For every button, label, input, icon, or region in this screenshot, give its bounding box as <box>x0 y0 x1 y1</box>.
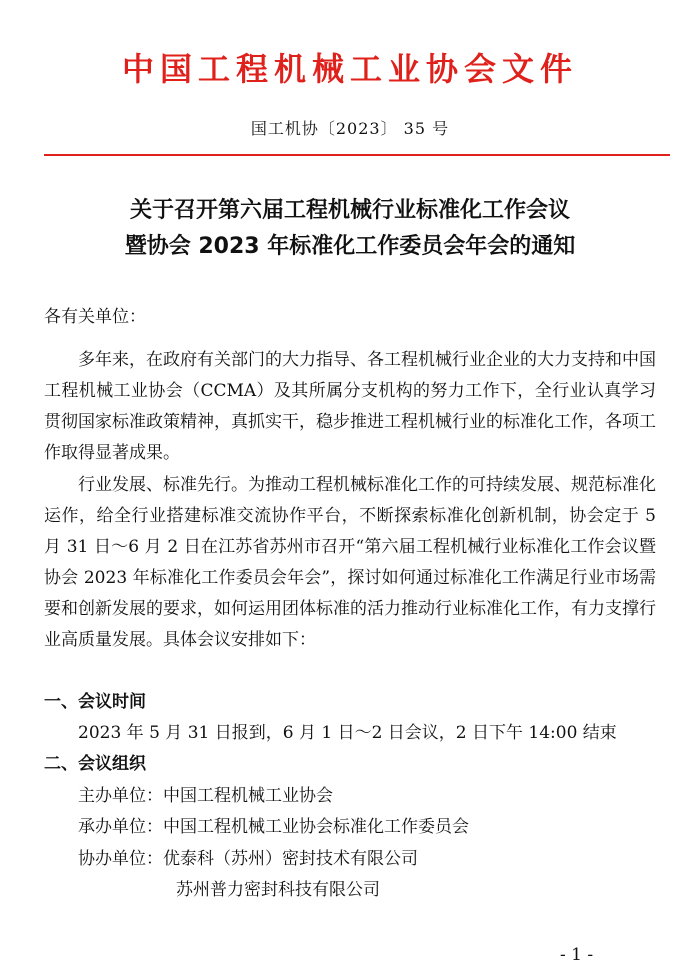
host-label: 主办单位： <box>78 786 163 806</box>
document-number: 国工机协〔2023〕 35 号 <box>250 119 450 138</box>
co-organizer-row <box>78 845 418 873</box>
co-organizer-label: 协办单位： <box>78 849 163 869</box>
organizer-label: 承办单位： <box>78 817 163 837</box>
body-paragraph-1: 多年来，在政府有关部门的大力指导、各工程机械行业企业的大力支持和中国工程机械工业协会（CCMA）及其所属分支机构的努力工作下，全行业认真学习贯彻国家标准政策精神，真抓实干，稳步推进工程机械行业的标准化工作，各项工作取得显著成果。 <box>44 350 656 463</box>
notice-title-line-2: 暨协会 2023 年标准化工作委员会年会的通知 <box>124 234 576 259</box>
organizer-value: 中国工程机械工业协会标准化工作委员会 <box>163 817 469 837</box>
notice-title-line-1: 关于召开第六届工程机械行业标准化工作会议 <box>129 198 570 223</box>
organizer-row <box>78 813 469 841</box>
section-heading-meeting-time: 一、会议时间 <box>44 692 146 712</box>
meeting-time-text: 2023 年 5 月 31 日报到，6 月 1 日～2 日会议，2 日下午 14:00 结束 <box>78 723 617 743</box>
host-row <box>78 782 333 810</box>
page-number: - 1 - <box>560 945 594 965</box>
notice-title <box>0 193 700 265</box>
section-heading-organization: 二、会议组织 <box>44 754 146 774</box>
co-organizer-value-1: 优泰科（苏州）密封技术有限公司 <box>163 849 418 869</box>
salutation: 各有关单位： <box>44 307 146 327</box>
host-value: 中国工程机械工业协会 <box>163 786 333 806</box>
co-organizer-value-2: 苏州普力密封科技有限公司 <box>176 880 380 900</box>
header-title: 中国工程机械工业协会文件 <box>121 50 578 88</box>
body-paragraph-2: 行业发展、标准先行。为推动工程机械标准化工作的可持续发展、规范标准化运作，给全行业搭建标准交流协作平台，不断探索标准化创新机制，协会定于 5 月 31 日～6 月 2 日在江苏省苏州市召开“第六届工程机械行业标准化工作会议暨协会 2023 年标准化工作委员会年会”，探讨如何通过标准化工作满足行业市场需要和创新发展的要求，如何运用团体标准的活力推动行业标准化工作，有力支撑行业高质量发展。具体会议安排如下： <box>44 475 656 650</box>
red-divider <box>44 154 670 156</box>
